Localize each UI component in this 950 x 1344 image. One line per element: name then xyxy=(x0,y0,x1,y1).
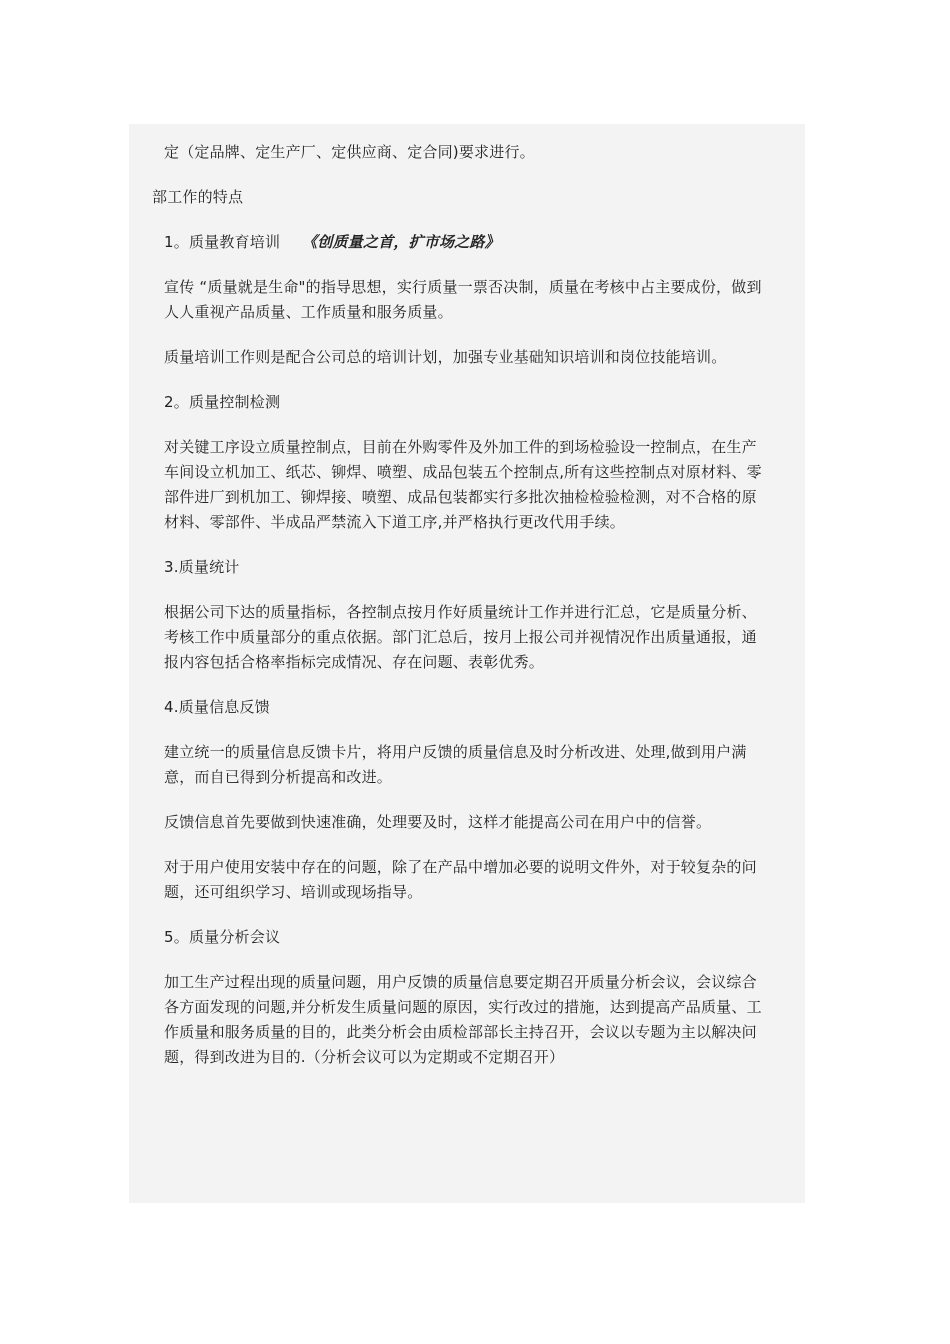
section-1-heading: 1。质量教育培训 xyxy=(164,233,281,251)
section-3-paragraph: 根据公司下达的质量指标，各控制点按月作好质量统计工作并进行汇总，它是质量分析、考核工作中质量部分的重点依据。部门汇总后，按月上报公司并视情况作出质量通报，通报内容包括合格率指标完成情况、存在问题、表彰优秀。 xyxy=(164,603,757,671)
section-4-paragraph: 对于用户使用安装中存在的问题，除了在产品中增加必要的说明文件外，对于较复杂的问题，还可组织学习、培训或现场指导。 xyxy=(164,858,757,901)
intro-paragraph: 定（定品牌、定生产厂、定供应商、定合同)要求进行。 xyxy=(164,143,535,161)
section-4-heading: 4.质量信息反馈 xyxy=(164,698,270,716)
section-3-heading: 3.质量统计 xyxy=(164,558,240,576)
section-4-paragraph: 建立统一的质量信息反馈卡片，将用户反馈的质量信息及时分析改进、处理,做到用户满意，而自已得到分析提高和改进。 xyxy=(164,743,747,786)
section-1-heading-row xyxy=(164,230,770,255)
section-2-heading: 2。质量控制检测 xyxy=(164,393,281,411)
section-5-paragraph: 加工生产过程出现的质量问题，用户反馈的质量信息要定期召开质量分析会议，会议综合各方面发现的问题,并分析发生质量问题的原因，实行改过的措施，达到提高产品质量、工作质量和服务质量的目的，此类分析会由质检部部长主持召开，会议以专题为主以解决问题，得到改进为目的.（分析会议可以为定期或不定期召开） xyxy=(164,973,762,1066)
document-body xyxy=(152,140,770,1090)
section-1-paragraph: 宣传 “质量就是生命"的指导思想，实行质量一票否决制，质量在考核中占主要成份，做到人人重视产品质量、工作质量和服务质量。 xyxy=(164,278,762,321)
section-1-paragraph: 质量培训工作则是配合公司总的培训计划，加强专业基础知识培训和岗位技能培训。 xyxy=(164,348,727,366)
section-5-heading: 5。质量分析会议 xyxy=(164,928,281,946)
section-2-paragraph: 对关键工序设立质量控制点，目前在外购零件及外加工件的到场检验设一控制点，在生产车间设立机加工、纸芯、铆焊、喷塑、成品包装五个控制点,所有这些控制点对原材料、零部件进厂到机加工、铆焊接、喷塑、成品包装都实行多批次抽检检验检测，对不合格的原材料、零部件、半成品严禁流入下道工序,并严格执行更改代用手续。 xyxy=(164,438,762,531)
section-title: 部工作的特点 xyxy=(152,188,244,206)
section-4-paragraph: 反馈信息首先要做到快速准确，处理要及时，这样才能提高公司在用户中的信誉。 xyxy=(164,813,712,831)
section-1-slogan: 《创质量之首，扩市场之路》 xyxy=(302,233,500,251)
